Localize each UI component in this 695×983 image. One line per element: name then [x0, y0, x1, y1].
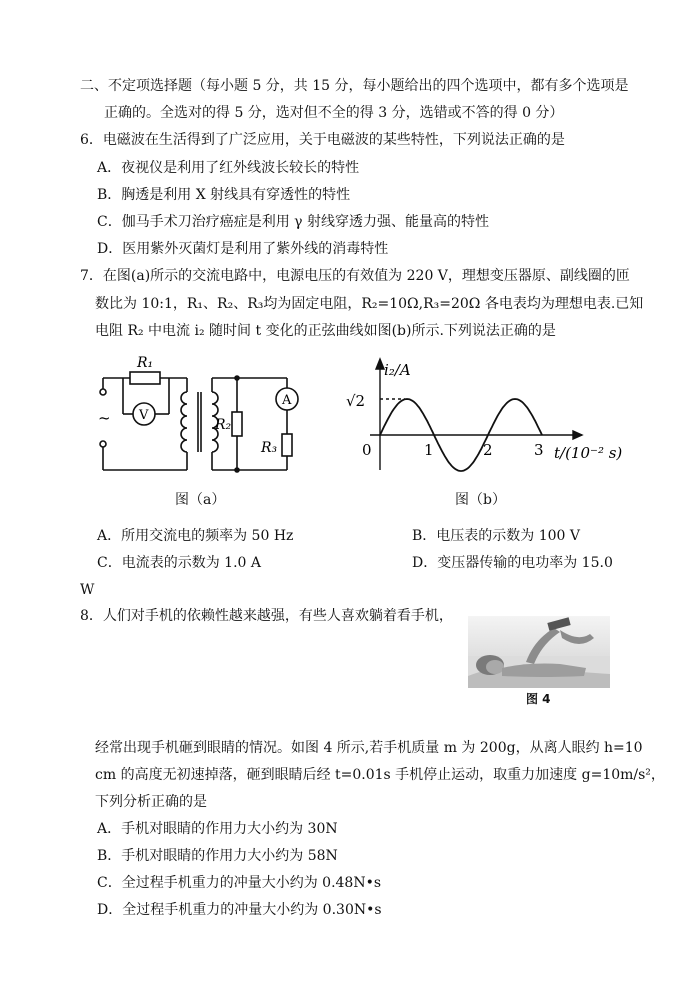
label-r2: R₂: [215, 417, 232, 433]
q7-option-c: C．电流表的示数为 1.0 A: [97, 555, 261, 571]
q7-option-d-wrap: W: [80, 582, 95, 598]
label-r1: R₁: [137, 355, 154, 371]
circuit-figure-a: [95, 352, 315, 482]
q6-option-a: A．夜视仪是利用了红外线波长较长的特性: [97, 160, 360, 176]
q7-stem-line1: 7．在图(a)所示的交流电路中，电源电压的有效值为 220 V，理想变压器原、副线圈的匝: [80, 268, 630, 284]
q7-option-b: B．电压表的示数为 100 V: [412, 528, 581, 544]
figure-a-caption: 图（a）: [175, 492, 226, 508]
voltmeter-label: V: [139, 408, 149, 423]
q8-option-b: B．手机对眼睛的作用力大小约为 58N: [97, 848, 338, 864]
q8-stem-line1: 8．人们对手机的依赖性越来越强，有些人喜欢躺着看手机，: [80, 608, 453, 624]
tick-label-1: 1: [424, 441, 434, 459]
tick-label-3: 3: [534, 441, 544, 459]
section-heading-line1: 二、不定项选择题（每小题 5 分，共 15 分，每小题给出的四个选项中，都有多个选项是: [80, 78, 629, 94]
figure-b-caption: 图（b）: [455, 492, 506, 508]
q6-option-b: B．胸透是利用 X 射线具有穿透性的特性: [97, 187, 351, 203]
q7-option-d: D．变压器传输的电功率为 15.0: [412, 555, 613, 571]
x-axis-label: t/(10⁻² s): [554, 444, 623, 462]
q8-option-a: A．手机对眼睛的作用力大小约为 30N: [97, 821, 338, 837]
q6-stem: 6．电磁波在生活得到了广泛应用，关于电磁波的某些特性，下列说法正确的是: [80, 132, 565, 148]
q6-option-d: D．医用紫外灭菌灯是利用了紫外线的消毒特性: [97, 241, 389, 257]
q7-stem-line2: 数比为 10:1，R₁、R₂、R₃均为固定电阻，R₂=10Ω,R₃=20Ω 各电表均为理想电表.已知: [95, 296, 644, 312]
q8-option-d: D．全过程手机重力的冲量大小约为 0.30N•s: [97, 902, 382, 918]
ac-source-symbol: ~: [98, 409, 111, 427]
q8-option-c: C．全过程手机重力的冲量大小约为 0.48N•s: [97, 875, 382, 891]
origin-label: 0: [362, 441, 372, 459]
q8-stem-line3: cm 的高度无初速掉落，砸到眼睛后经 t=0.01s 手机停止运动，取重力加速度 g=10m/s²，: [95, 767, 665, 783]
sine-graph-figure-b: [340, 355, 630, 475]
figure-4-caption: 图 4: [526, 692, 551, 706]
tick-label-2: 2: [483, 441, 493, 459]
q8-stem-line4: 下列分析正确的是: [95, 794, 207, 810]
section-heading-line2: 正确的。全选对的得 5 分，选对但不全的得 3 分，选错或不答的得 0 分）: [104, 105, 564, 121]
y-axis-label: i₂/A: [384, 361, 411, 379]
ammeter-label: A: [282, 393, 292, 408]
q8-stem-line2: 经常出现手机砸到眼睛的情况。如图 4 所示,若手机质量 m 为 200g，从离人眼约 h=10: [95, 740, 643, 756]
q6-option-c: C．伽马手术刀治疗癌症是利用 γ 射线穿透力强、能量高的特性: [97, 214, 489, 230]
q7-option-a: A．所用交流电的频率为 50 Hz: [97, 528, 294, 544]
peak-label: √2: [346, 392, 366, 410]
label-r3: R₃: [261, 440, 278, 456]
q7-stem-line3: 电阻 R₂ 中电流 i₂ 随时间 t 变化的正弦曲线如图(b)所示.下列说法正确的是: [95, 323, 556, 339]
phone-reading-photo: [468, 616, 610, 688]
